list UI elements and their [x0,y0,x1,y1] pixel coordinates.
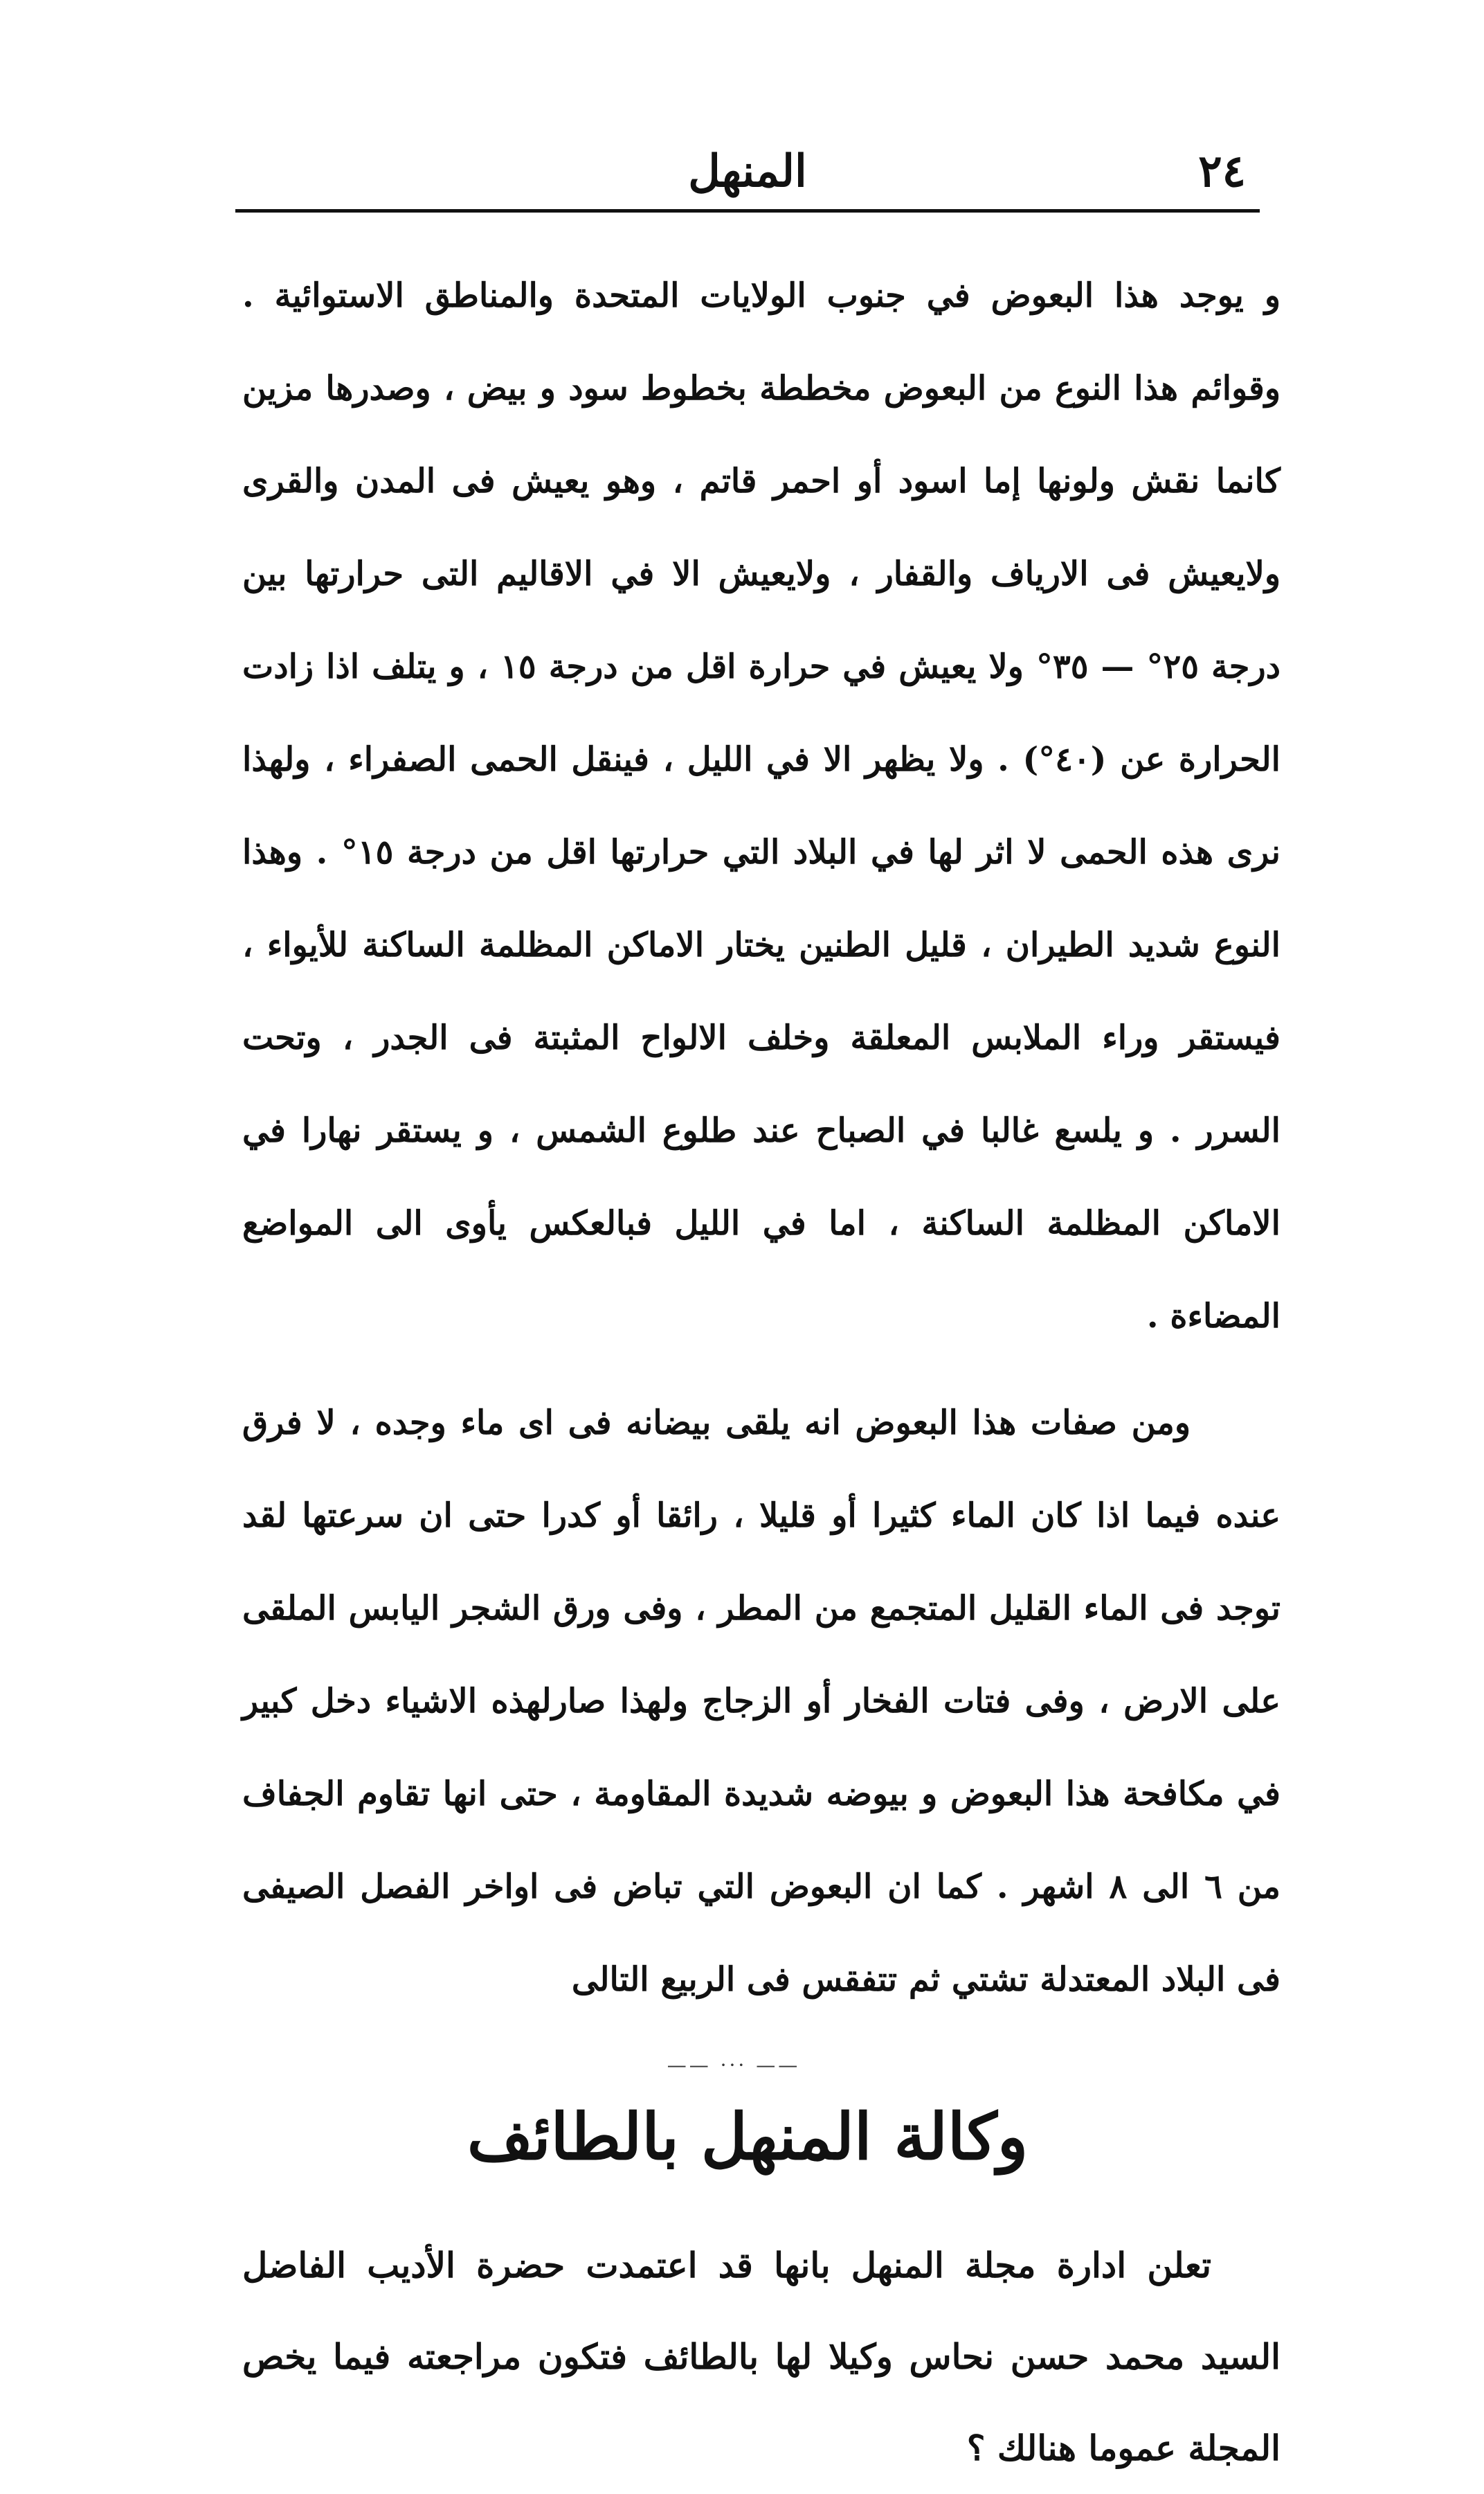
section-heading: وكالة المنهل بالطائف [467,2099,1029,2174]
section-divider: —— ··· —— [667,2054,801,2076]
page-header [235,138,1260,208]
running-title: المنهل [688,145,807,197]
header-rule [235,209,1260,213]
article-paragraph-2: ومن صفات هذا البعوض انه يلقى بيضانه فى اى ماء وجده ، لا فرق عنده فيما اذا كان الماء كثيرا أو قليلا ، رائقا أو كدرا حتى ان سرعتها لقد توجد فى الماء القليل المتجمع من المطر ، وفى ورق الشجر اليابس الملقى على الارض ، وفى فتات الفخار أو الزجاج ولهذا صارلهذه الاشياء دخل كبير في مكافحة هذا البعوض و بيوضه شديدة المقاومة ، حتى انها تقاوم الجفاف من ٦ الى ٨ اشهر . كما ان البعوض التي تباض فى اواخر الفصل الصيفى فى البلاد المعتدلة تشتي ثم تتفقس فى الربيع التالى [242,1403,1281,1999]
page-number: ٢٤ [1198,145,1246,197]
article-paragraph-1: و يوجد هذا البعوض في جنوب الولايات المتحدة والمناطق الاستوائية . وقوائم هذا النوع من البعوض مخططة بخطوط سود و بيض ، وصدرها مزين كانما نقش ولونها إما اسود أو احمر قاتم ، وهو يعيش فى المدن والقرى ولايعيش فى الارياف والقفار ، ولايعيش الا في الاقاليم التى حرارتها بين درجة ٢٥° — ٣٥° ولا يعيش في حرارة اقل من درجة ١٥ ، و يتلف اذا زادت الحرارة عن (٤٠°) . ولا يظهر الا في الليل ، فينقل الحمى الصفراء ، ولهذا نرى هذه الحمى لا اثر لها في البلاد التي حرارتها اقل من درجة ١٥° . وهذا النوع شديد الطيران ، قليل الطنين يختار الاماكن المظلمة الساكنة للأيواء ، فيستقر وراء الملابس المعلقة وخلف الالواح المثبتة فى الجدر ، وتحت السرر . و يلسع غالبا في الصباح عند طلوع الشمس ، و يستقر نهارا في الاماكن المظلمة الساكنة ، اما في الليل فبالعكس يأوى الى المواضع المضاءة . [242,276,1281,1336]
notice-paragraph: تعلن ادارة مجلة المنهل بانها قد اعتمدت حضرة الأديب الفاضل السيد محمد حسن نحاس وكيلا لها بالطائف فتكون مراجعته فيما يخص المجلة عموما هنالك ؟ [242,2245,1281,2468]
